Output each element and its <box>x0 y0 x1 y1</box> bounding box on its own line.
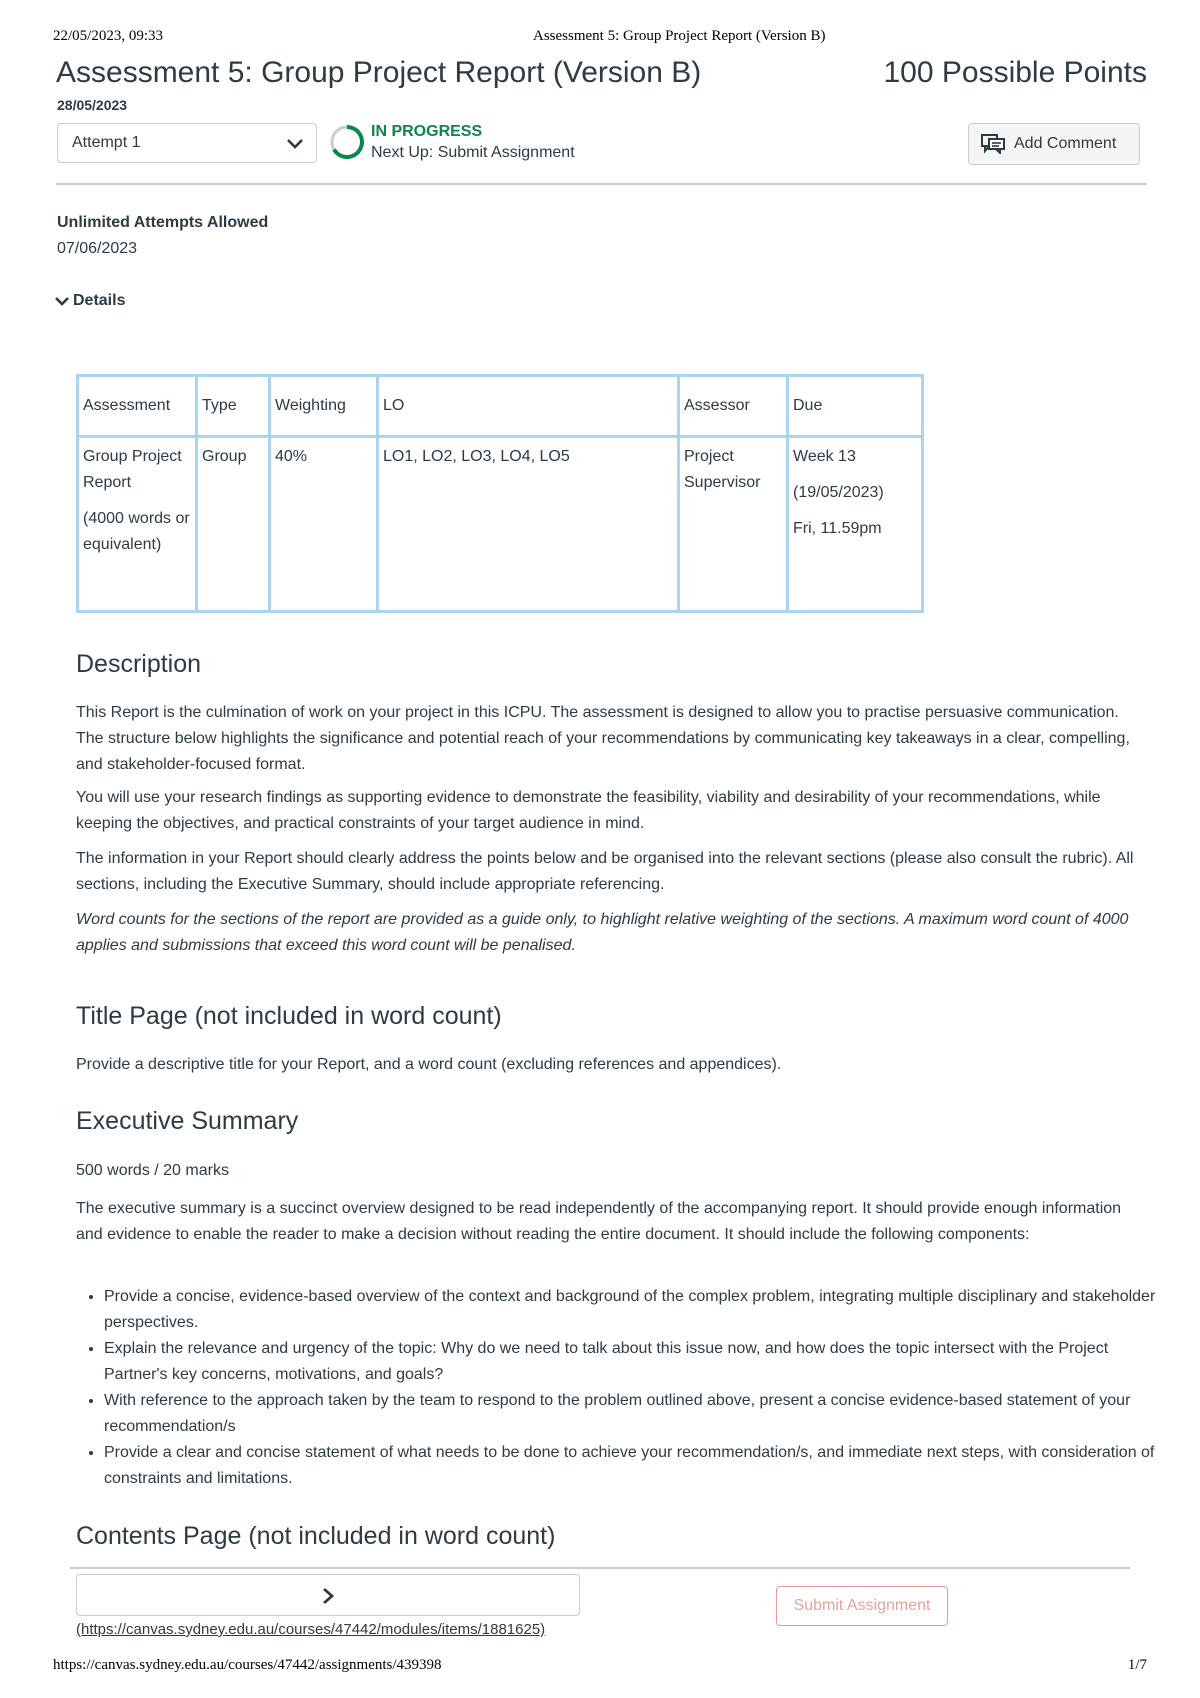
table-cell-assessment <box>79 438 195 610</box>
table-header-cell: Assessment <box>79 377 195 435</box>
submit-assignment-button[interactable]: Submit Assignment <box>776 1586 948 1626</box>
add-comment-label: Add Comment <box>1014 135 1117 152</box>
list-item: • Explain the relevance and urgency of the topic: Why do we need to talk about this issue now, and how does the topic intersect with the Project Partner's key concerns, motivations, and goals? <box>104 1336 1176 1388</box>
description-paragraph: The information in your Report should clearly address the points below and be organised into the relevant sections (please also consult the rubric). All sections, including the Executive Summary, should include appropriate referencing. <box>76 850 1134 893</box>
print-page-number: 1/7 <box>1127 1657 1147 1673</box>
executive-summary-words: 500 words / 20 marks <box>76 1162 229 1179</box>
table-cell-weighting: 40% <box>271 438 376 610</box>
executive-summary-intro: The executive summary is a succinct overview designed to be read independently of the accompanying report. It should provide enough information and evidence to enable the reader to make a decision without reading the entire document. It should include the following components: <box>76 1200 1122 1243</box>
comment-icon <box>981 134 1005 154</box>
table-header-cell: Assessor <box>680 377 786 435</box>
list-item: • Provide a clear and concise statement of what needs to be done to achieve your recommendation/s, and immediate next steps, with consideration of constraints and limitations. <box>104 1440 1176 1492</box>
description-heading: Description <box>76 650 202 678</box>
table-cell-assessor: Project Supervisor <box>680 438 786 610</box>
contents-page-heading: Contents Page (not included in word count) <box>76 1522 556 1550</box>
description-paragraph: You will use your research findings as supporting evidence to demonstrate the feasibility, viability and desirability of your recommendations, while keeping the objectives, and practical constraints of your target audience in mind. <box>76 789 1101 832</box>
next-module-button[interactable] <box>76 1574 580 1616</box>
due-date: 28/05/2023 <box>57 97 128 113</box>
progress-ring-icon <box>328 123 366 161</box>
chevron-right-icon <box>321 1587 335 1605</box>
table-header-row <box>79 377 921 435</box>
progress-status: IN PROGRESS <box>371 123 483 140</box>
progress-next-step: Next Up: Submit Assignment <box>371 144 575 161</box>
next-module-link[interactable]: (https://canvas.sydney.edu.au/courses/47442/modules/items/1881625) <box>76 1621 546 1638</box>
assignment-header <box>56 56 1147 96</box>
assessment-length: (4000 words or equivalent) <box>83 510 190 553</box>
details-label: Details <box>73 292 126 309</box>
footer-divider <box>70 1567 1130 1569</box>
executive-summary-heading: Executive Summary <box>76 1107 299 1135</box>
chevron-down-icon <box>55 295 69 307</box>
word-count-note: Word counts for the sections of the report are provided as a guide only, to highlight relative weighting of the sections. A maximum word count of 4000 applies and submissions that exceed this word count will be penalised. <box>76 911 1129 954</box>
details-toggle[interactable] <box>55 292 125 310</box>
assessment-table <box>76 374 924 613</box>
attempts-allowed: Unlimited Attempts Allowed <box>57 214 269 231</box>
print-datetime: 22/05/2023, 09:33 <box>53 28 164 44</box>
due-time: Fri, 11.59pm <box>793 520 882 537</box>
attempt-select-value: Attempt 1 <box>72 134 141 151</box>
table-cell-due <box>789 438 921 610</box>
table-header-cell: Weighting <box>271 377 376 435</box>
title-page-text: Provide a descriptive title for your Report, and a word count (excluding references and appendices). <box>76 1056 782 1073</box>
list-item: • With reference to the approach taken by the team to respond to the problem outlined above, present a concise evidence-based statement of your recommendation/s <box>104 1388 1176 1440</box>
print-header <box>53 28 1147 48</box>
table-cell-lo: LO1, LO2, LO3, LO4, LO5 <box>379 438 677 610</box>
available-until-date: 07/06/2023 <box>57 240 138 257</box>
print-title: Assessment 5: Group Project Report (Version B) <box>533 28 826 44</box>
due-date-value: (19/05/2023) <box>793 484 884 501</box>
title-page-heading: Title Page (not included in word count) <box>76 1002 502 1030</box>
table-cell-type: Group <box>198 438 268 610</box>
possible-points: 100 Possible Points <box>883 56 1147 89</box>
chevron-down-icon <box>286 136 304 152</box>
table-row <box>79 438 921 610</box>
print-url: https://canvas.sydney.edu.au/courses/47442/assignments/439398 <box>53 1657 442 1673</box>
executive-summary-list <box>76 1284 1176 1492</box>
table-header-cell: Type <box>198 377 268 435</box>
assessment-name: Group Project Report <box>83 448 182 491</box>
description-paragraph: This Report is the culmination of work on your project in this ICPU. The assessment is designed to allow you to practise persuasive communication. The structure below highlights the significance and potential reach of your recommendations by communicating key takeaways in a clear, compelling, and stakeholder-focused format. <box>76 704 1130 773</box>
page-title: Assessment 5: Group Project Report (Version B) <box>56 56 702 89</box>
list-item: • Provide a concise, evidence-based overview of the context and background of the complex problem, integrating multiple disciplinary and stakeholder perspectives. <box>104 1284 1176 1336</box>
table-header-cell: Due <box>789 377 921 435</box>
table-header-cell: LO <box>379 377 677 435</box>
due-week: Week 13 <box>793 448 856 465</box>
add-comment-button[interactable] <box>968 123 1140 165</box>
attempt-select[interactable] <box>57 123 317 163</box>
header-divider <box>56 183 1147 185</box>
